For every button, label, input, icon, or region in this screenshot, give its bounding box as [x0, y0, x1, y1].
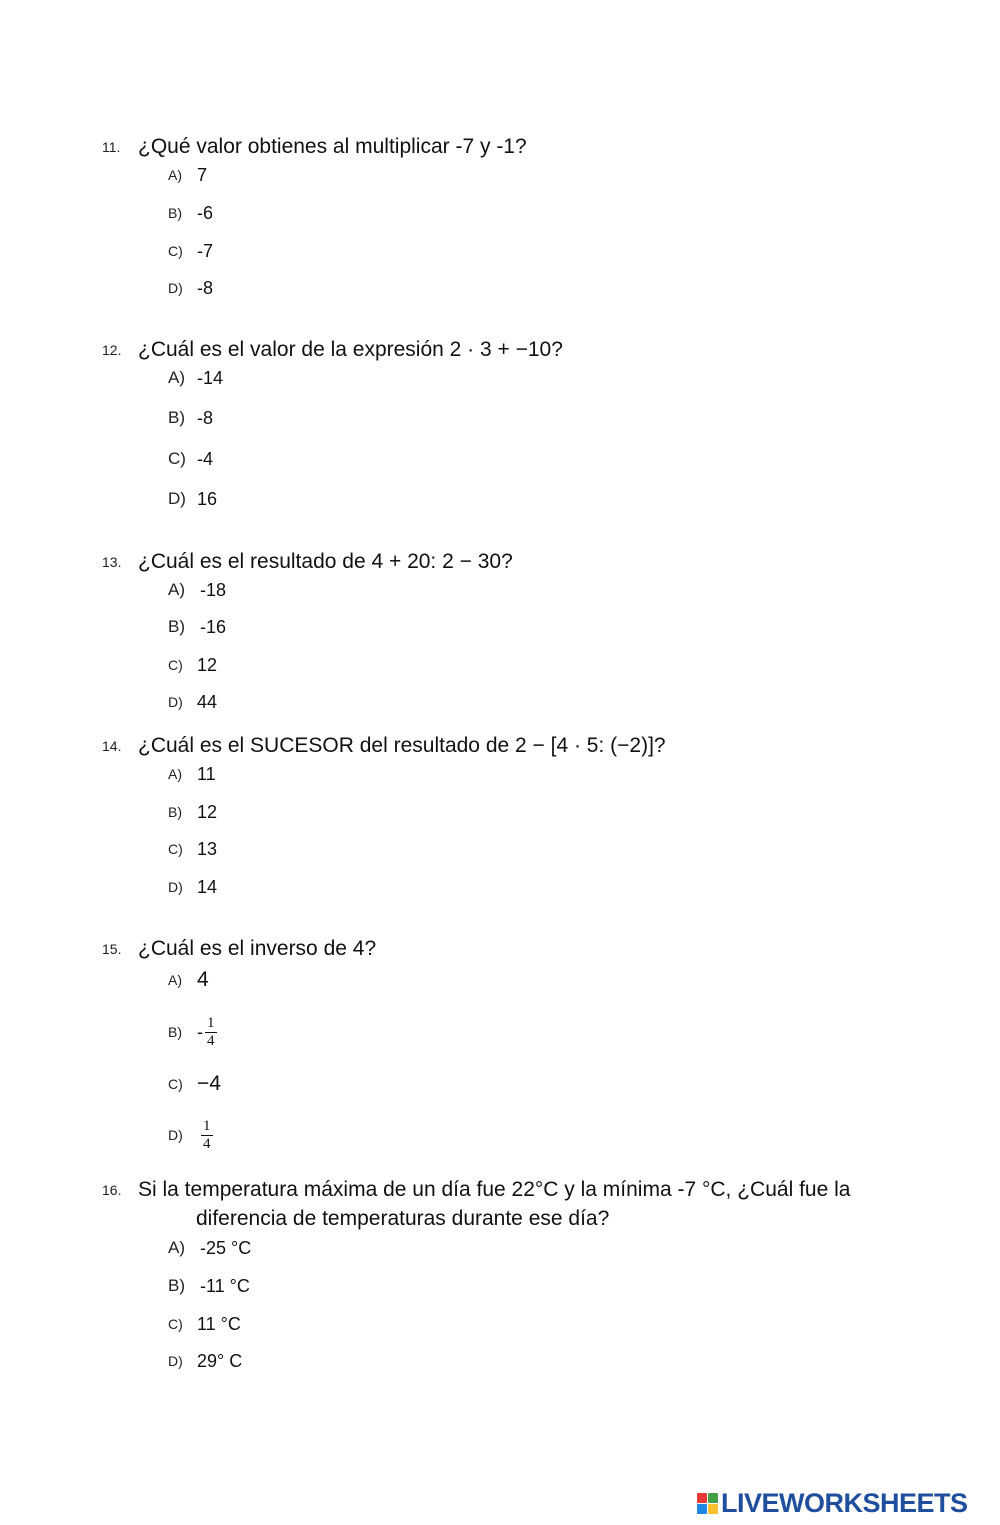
option-d[interactable] [168, 1112, 213, 1158]
option-a[interactable] [168, 760, 216, 788]
option-letter: A) [168, 1238, 185, 1257]
option-c[interactable] [168, 1310, 241, 1338]
option-letter: A) [168, 368, 185, 387]
option-b[interactable] [168, 199, 213, 227]
brand-name: LIVEWORKSHEETS [721, 1488, 968, 1518]
option-text: -6 [197, 202, 214, 223]
fraction [201, 1118, 213, 1153]
option-d[interactable] [168, 873, 217, 901]
logo-tile-blue [697, 1504, 707, 1514]
option-b[interactable] [168, 613, 226, 641]
liveworksheets-logo [697, 1488, 968, 1519]
option-letter: C) [168, 243, 183, 259]
option-letter: B) [168, 1276, 185, 1295]
fraction [205, 1015, 217, 1050]
question-number: 13. [102, 554, 122, 570]
option-text: -8 [197, 407, 214, 428]
option-text: 11 [197, 763, 216, 784]
option-letter: A) [168, 766, 182, 782]
option-text: 12 [197, 654, 218, 675]
option-a[interactable] [168, 966, 209, 994]
option-letter: D) [168, 1353, 183, 1369]
logo-tile-red [697, 1493, 707, 1503]
option-letter: D) [168, 694, 183, 710]
option-letter: C) [168, 1316, 183, 1332]
logo-tile-green [708, 1493, 718, 1503]
option-text: -18 [200, 579, 227, 600]
option-d[interactable] [168, 1347, 242, 1375]
option-letter: B) [168, 408, 185, 427]
option-letter: D) [168, 280, 183, 296]
option-a[interactable] [168, 576, 226, 604]
option-letter: C) [168, 449, 186, 468]
option-text: 29° C [197, 1350, 243, 1371]
question-text: ¿Cuál es el inverso de 4? [138, 937, 377, 960]
option-letter: B) [168, 1024, 182, 1040]
question-text-continuation: diferencia de temperaturas durante ese día? [196, 1207, 610, 1230]
option-text: -7 [197, 240, 214, 261]
question-text: Si la temperatura máxima de un día fue 22°C y la mínima -7 °C, ¿Cuál fue la [138, 1178, 851, 1201]
option-a[interactable] [168, 161, 207, 189]
option-b[interactable] [168, 1009, 217, 1055]
option-text: 4 [197, 968, 209, 991]
option-letter: D) [168, 1127, 183, 1143]
option-letter: C) [168, 657, 183, 673]
question-number: 11. [102, 139, 121, 155]
option-c[interactable] [168, 237, 213, 265]
option-b[interactable] [168, 404, 213, 432]
option-text: 13 [197, 838, 218, 859]
option-text: -8 [197, 277, 214, 298]
question-number: 14. [102, 738, 122, 754]
option-text: −4 [197, 1072, 221, 1095]
option-c[interactable] [168, 835, 217, 863]
option-text: -4 [197, 448, 214, 469]
option-d[interactable] [168, 485, 217, 513]
option-letter: A) [168, 580, 185, 599]
question-number: 16. [102, 1182, 122, 1198]
option-a[interactable] [168, 1234, 251, 1262]
fraction-numerator: 1 [207, 1014, 215, 1031]
option-c[interactable] [168, 651, 217, 679]
logo-tile-yellow [708, 1504, 718, 1514]
option-b[interactable] [168, 1272, 250, 1300]
option-letter: C) [168, 1076, 183, 1092]
option-text: 11 °C [197, 1313, 241, 1334]
option-letter: B) [168, 617, 185, 636]
question-number: 12. [102, 342, 122, 358]
question-text: ¿Cuál es el valor de la expresión 2 · 3 + −10? [138, 338, 563, 361]
option-c[interactable] [168, 445, 213, 473]
option-letter: C) [168, 841, 183, 857]
option-letter: B) [168, 205, 182, 221]
question-text: ¿Qué valor obtienes al multiplicar -7 y -1? [138, 135, 527, 158]
option-c[interactable] [168, 1070, 221, 1098]
option-letter: A) [168, 972, 182, 988]
option-text: -14 [197, 367, 224, 388]
question-text: ¿Cuál es el resultado de 4 + 20: 2 − 30? [138, 550, 513, 573]
option-text: -16 [200, 616, 227, 637]
option-text: 44 [197, 691, 218, 712]
option-text: 14 [197, 876, 218, 897]
question-text: ¿Cuál es el SUCESOR del resultado de 2 − [4 · 5: (−2)]? [138, 734, 666, 757]
option-text: 7 [197, 164, 208, 185]
fraction-numerator: 1 [203, 1117, 211, 1134]
option-text: 12 [197, 801, 218, 822]
option-text: -25 °C [200, 1237, 252, 1258]
option-letter: B) [168, 804, 182, 820]
option-text: 16 [197, 488, 218, 509]
option-letter: D) [168, 879, 183, 895]
logo-tiles-icon [697, 1493, 718, 1514]
fraction-denominator: 4 [207, 1032, 215, 1049]
option-text: -11 °C [200, 1275, 250, 1296]
option-a[interactable] [168, 364, 223, 392]
option-letter: A) [168, 167, 182, 183]
option-d[interactable] [168, 274, 213, 302]
option-letter: D) [168, 489, 186, 508]
question-number: 15. [102, 941, 122, 957]
option-b[interactable] [168, 798, 217, 826]
negative-sign: - [197, 1021, 203, 1042]
fraction-denominator: 4 [203, 1135, 211, 1152]
option-d[interactable] [168, 688, 217, 716]
